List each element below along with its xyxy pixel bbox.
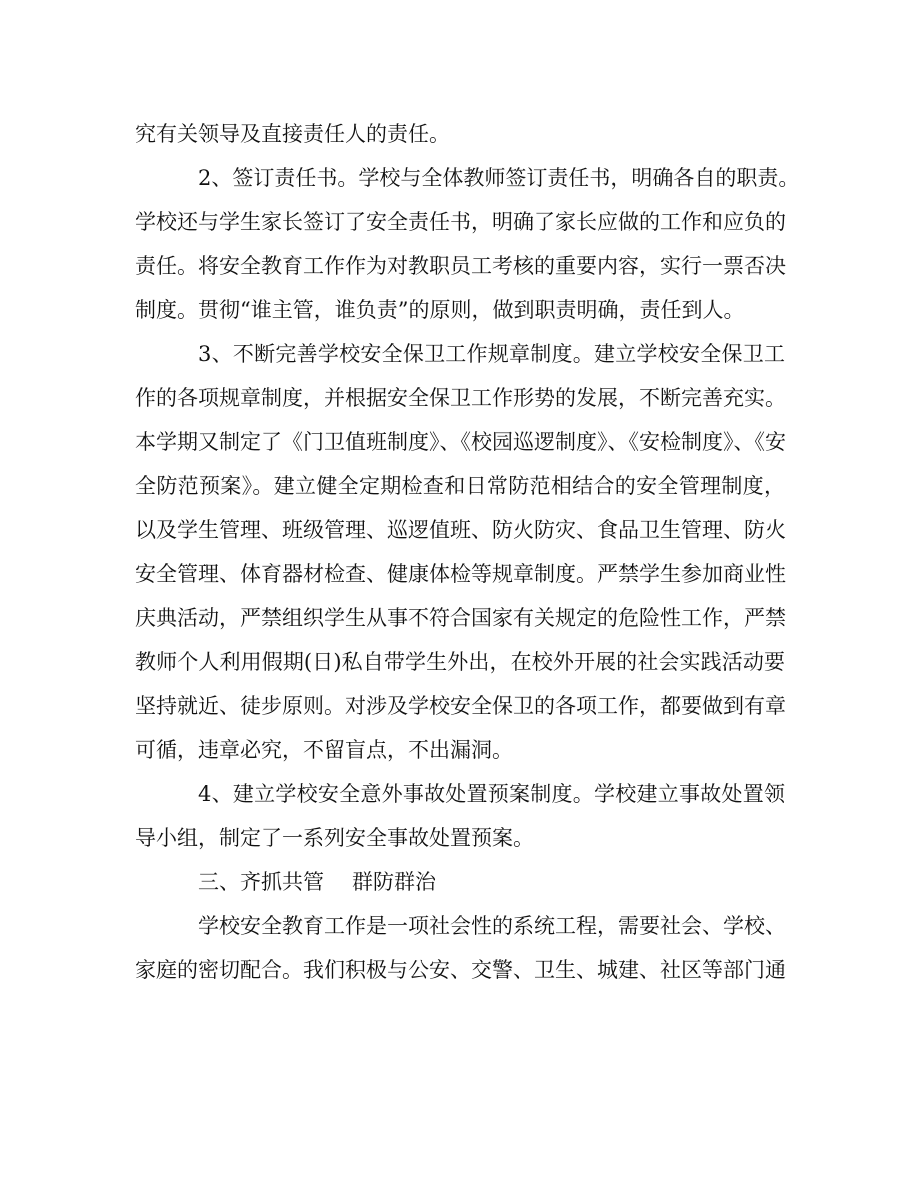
text-line: 安全管理、体育器材检查、健康体检等规章制度。严禁学生参加商业性 [135, 562, 786, 586]
text-line: 制度。贯彻“谁主管，谁负责”的原则，做到职责明确，责任到人。 [135, 298, 745, 322]
text-line: 教师个人利用假期(日)私自带学生外出，在校外开展的社会实践活动要 [135, 650, 785, 674]
text-line: 可循，违章必究，不留盲点，不出漏洞。 [135, 738, 513, 762]
text-line: 全防范预案》。建立健全定期检查和日常防范相结合的安全管理制度， [135, 474, 785, 498]
text-line: 本学期又制定了《门卫值班制度》、《校园巡逻制度》、《安检制度》、《安 [135, 430, 786, 454]
text-line: 以及学生管理、班级管理、巡逻值班、防火防灾、食品卫生管理、防火 [135, 518, 786, 542]
text-line: 家庭的密切配合。我们积极与公安、交警、卫生、城建、社区等部门通 [135, 958, 786, 982]
section-heading-number: 三、齐抓共管 [198, 870, 324, 894]
text-line: 庆典活动，严禁组织学生从事不符合国家有关规定的危险性工作，严禁 [135, 606, 786, 630]
document-body [135, 112, 800, 992]
paragraph-3-start: 3、不断完善学校安全保卫工作规章制度。建立学校安全保卫工 [198, 342, 785, 366]
paragraph-2-start: 2、签订责任书。学校与全体教师签订责任书，明确各自的职责。 [198, 166, 800, 190]
section-heading [135, 860, 785, 904]
text-line: 坚持就近、徒步原则。对涉及学校安全保卫的各项工作，都要做到有章 [135, 694, 786, 718]
paragraph-5-start: 学校安全教育工作是一项社会性的系统工程，需要社会、学校、 [198, 914, 786, 938]
section-heading-title: 群防群治 [352, 870, 436, 894]
text-line: 学校还与学生家长签订了安全责任书，明确了家长应做的工作和应负的 [135, 210, 786, 234]
paragraph-4-start: 4、建立学校安全意外事故处置预案制度。学校建立事故处置领 [198, 782, 785, 806]
text-line: 导小组，制定了一系列安全事故处置预案。 [135, 826, 534, 850]
text-line: 究有关领导及直接责任人的责任。 [135, 122, 450, 146]
text-line: 责任。将安全教育工作作为对教职员工考核的重要内容，实行一票否决 [135, 254, 786, 278]
text-line: 作的各项规章制度，并根据安全保卫工作形势的发展，不断完善充实。 [135, 386, 786, 410]
